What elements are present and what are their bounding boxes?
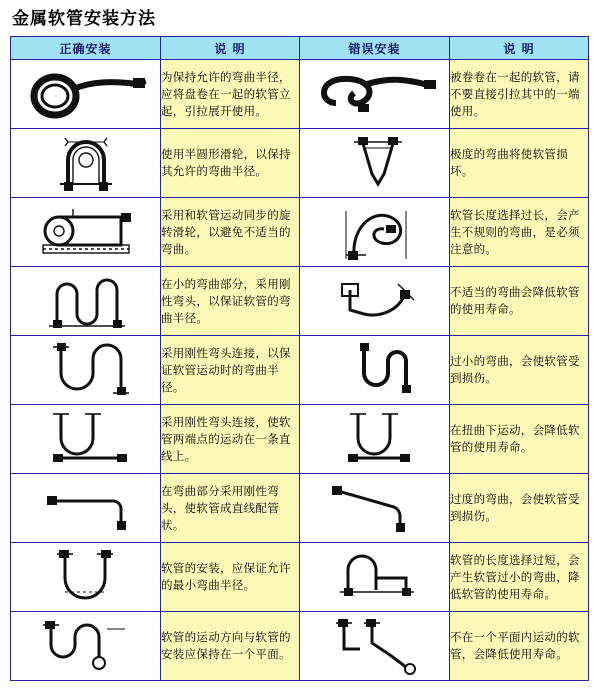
- figure-cell-wrong: [300, 60, 450, 129]
- rigid-elbows-straight-line-motion-icon: [13, 408, 159, 470]
- minimum-bend-radius-u-hose-icon: [13, 546, 159, 608]
- column-header-wrong-note: 说 明: [450, 37, 589, 60]
- note-cell-wrong: 不在一个平面内运动的软管，会降低使用寿命。: [450, 612, 589, 681]
- figure-cell-correct: [11, 336, 161, 405]
- figure-cell-wrong: [300, 474, 450, 543]
- note-cell-correct: 软管的安装，应保证允许的最小弯曲半径。: [161, 543, 300, 612]
- note-cell-correct: 在小的弯曲部分，采用刚性弯头，以保证软管的弯曲半径。: [161, 267, 300, 336]
- table-row: [11, 267, 589, 336]
- note-cell-wrong: 软管的长度选择过短，会产生软管过小的弯曲，降低软管的使用寿命。: [450, 543, 589, 612]
- note-cell-correct: 采用刚性弯头连接，使软管两端点的运动在一条直线上。: [161, 405, 300, 474]
- figure-cell-correct: [11, 543, 161, 612]
- page-title: 金属软管安装方法: [12, 9, 156, 29]
- figure-cell-correct: [11, 405, 161, 474]
- hose-installation-table: [10, 36, 589, 681]
- figure-cell-wrong: [300, 336, 450, 405]
- excessive-bend-damage-icon: [302, 477, 448, 539]
- rigid-elbow-connection-u-bend-icon: [13, 339, 159, 401]
- straight-piping-with-rigid-elbow-icon: [13, 477, 159, 539]
- column-header-correct-note: 说 明: [161, 37, 300, 60]
- hose-sharp-v-bend-icon: [302, 132, 448, 194]
- note-cell-correct: 采用刚性弯头连接，以保证软管运动时的弯曲半径。: [161, 336, 300, 405]
- note-cell-correct: 在弯曲部分采用刚性弯头，使软管成直线配管状。: [161, 474, 300, 543]
- note-cell-wrong: 被卷卷在一起的软管，请不要直接引拉其中的一端使用。: [450, 60, 589, 129]
- figure-cell-wrong: [300, 129, 450, 198]
- table-row: [11, 198, 589, 267]
- coiled-hose-pulled-from-middle-icon: [302, 63, 448, 125]
- hose-too-long-irregular-loop-icon: [302, 201, 448, 263]
- figure-cell-wrong: [300, 198, 450, 267]
- note-cell-correct: 软管的运动方向与软管的安装应保持在一个平面。: [161, 612, 300, 681]
- too-small-bend-radius-icon: [302, 339, 448, 401]
- table-row: [11, 60, 589, 129]
- figure-cell-correct: [11, 267, 161, 336]
- figure-cell-correct: [11, 612, 161, 681]
- figure-cell-wrong: [300, 267, 450, 336]
- table-row: [11, 612, 589, 681]
- torsional-motion-u-hose-icon: [302, 408, 448, 470]
- figure-cell-correct: [11, 129, 161, 198]
- figure-cell-correct: [11, 60, 161, 129]
- improper-bend-reduces-life-icon: [302, 270, 448, 332]
- note-cell-correct: 使用半圆形滑轮，以保持其允许的弯曲半径。: [161, 129, 300, 198]
- hose-motion-same-plane-icon: [13, 615, 159, 677]
- hose-on-synchronized-rotating-pulley-icon: [13, 201, 159, 263]
- note-cell-wrong: 在扭曲下运动，会降低软管的使用寿命。: [450, 405, 589, 474]
- rigid-elbow-at-small-bend-icon: [13, 270, 159, 332]
- hose-too-long-small-bend-icon: [302, 546, 448, 608]
- figure-cell-wrong: [300, 405, 450, 474]
- table-row: [11, 474, 589, 543]
- column-header-correct-install: 正确安装: [11, 37, 161, 60]
- table-row: [11, 405, 589, 474]
- column-header-wrong-install: 错误安装: [300, 37, 450, 60]
- coiled-hose-standing-upright-icon: [13, 63, 159, 125]
- note-cell-correct: 采用和软管运动同步的旋转滑轮，以避免不适当的弯曲。: [161, 198, 300, 267]
- note-cell-wrong: 极度的弯曲将使软管损坏。: [450, 129, 589, 198]
- note-cell-wrong: 软管长度选择过长，会产生不规则的弯曲，是必须注意的。: [450, 198, 589, 267]
- table-row: [11, 129, 589, 198]
- figure-cell-wrong: [300, 543, 450, 612]
- table-header-row: [11, 37, 589, 60]
- note-cell-correct: 为保持允许的弯曲半径，应将盘卷在一起的软管立起，引拉展开使用。: [161, 60, 300, 129]
- table-row: [11, 336, 589, 405]
- figure-cell-correct: [11, 198, 161, 267]
- note-cell-wrong: 过度的弯曲，会使软管受到损伤。: [450, 474, 589, 543]
- figure-cell-correct: [11, 474, 161, 543]
- figure-cell-wrong: [300, 612, 450, 681]
- table-row: [11, 543, 589, 612]
- note-cell-wrong: 过小的弯曲，会使软管受到损伤。: [450, 336, 589, 405]
- note-cell-wrong: 不适当的弯曲会降低软管的使用寿命。: [450, 267, 589, 336]
- hose-motion-out-of-plane-icon: [302, 615, 448, 677]
- hose-over-semicircular-pulley-icon: [13, 132, 159, 194]
